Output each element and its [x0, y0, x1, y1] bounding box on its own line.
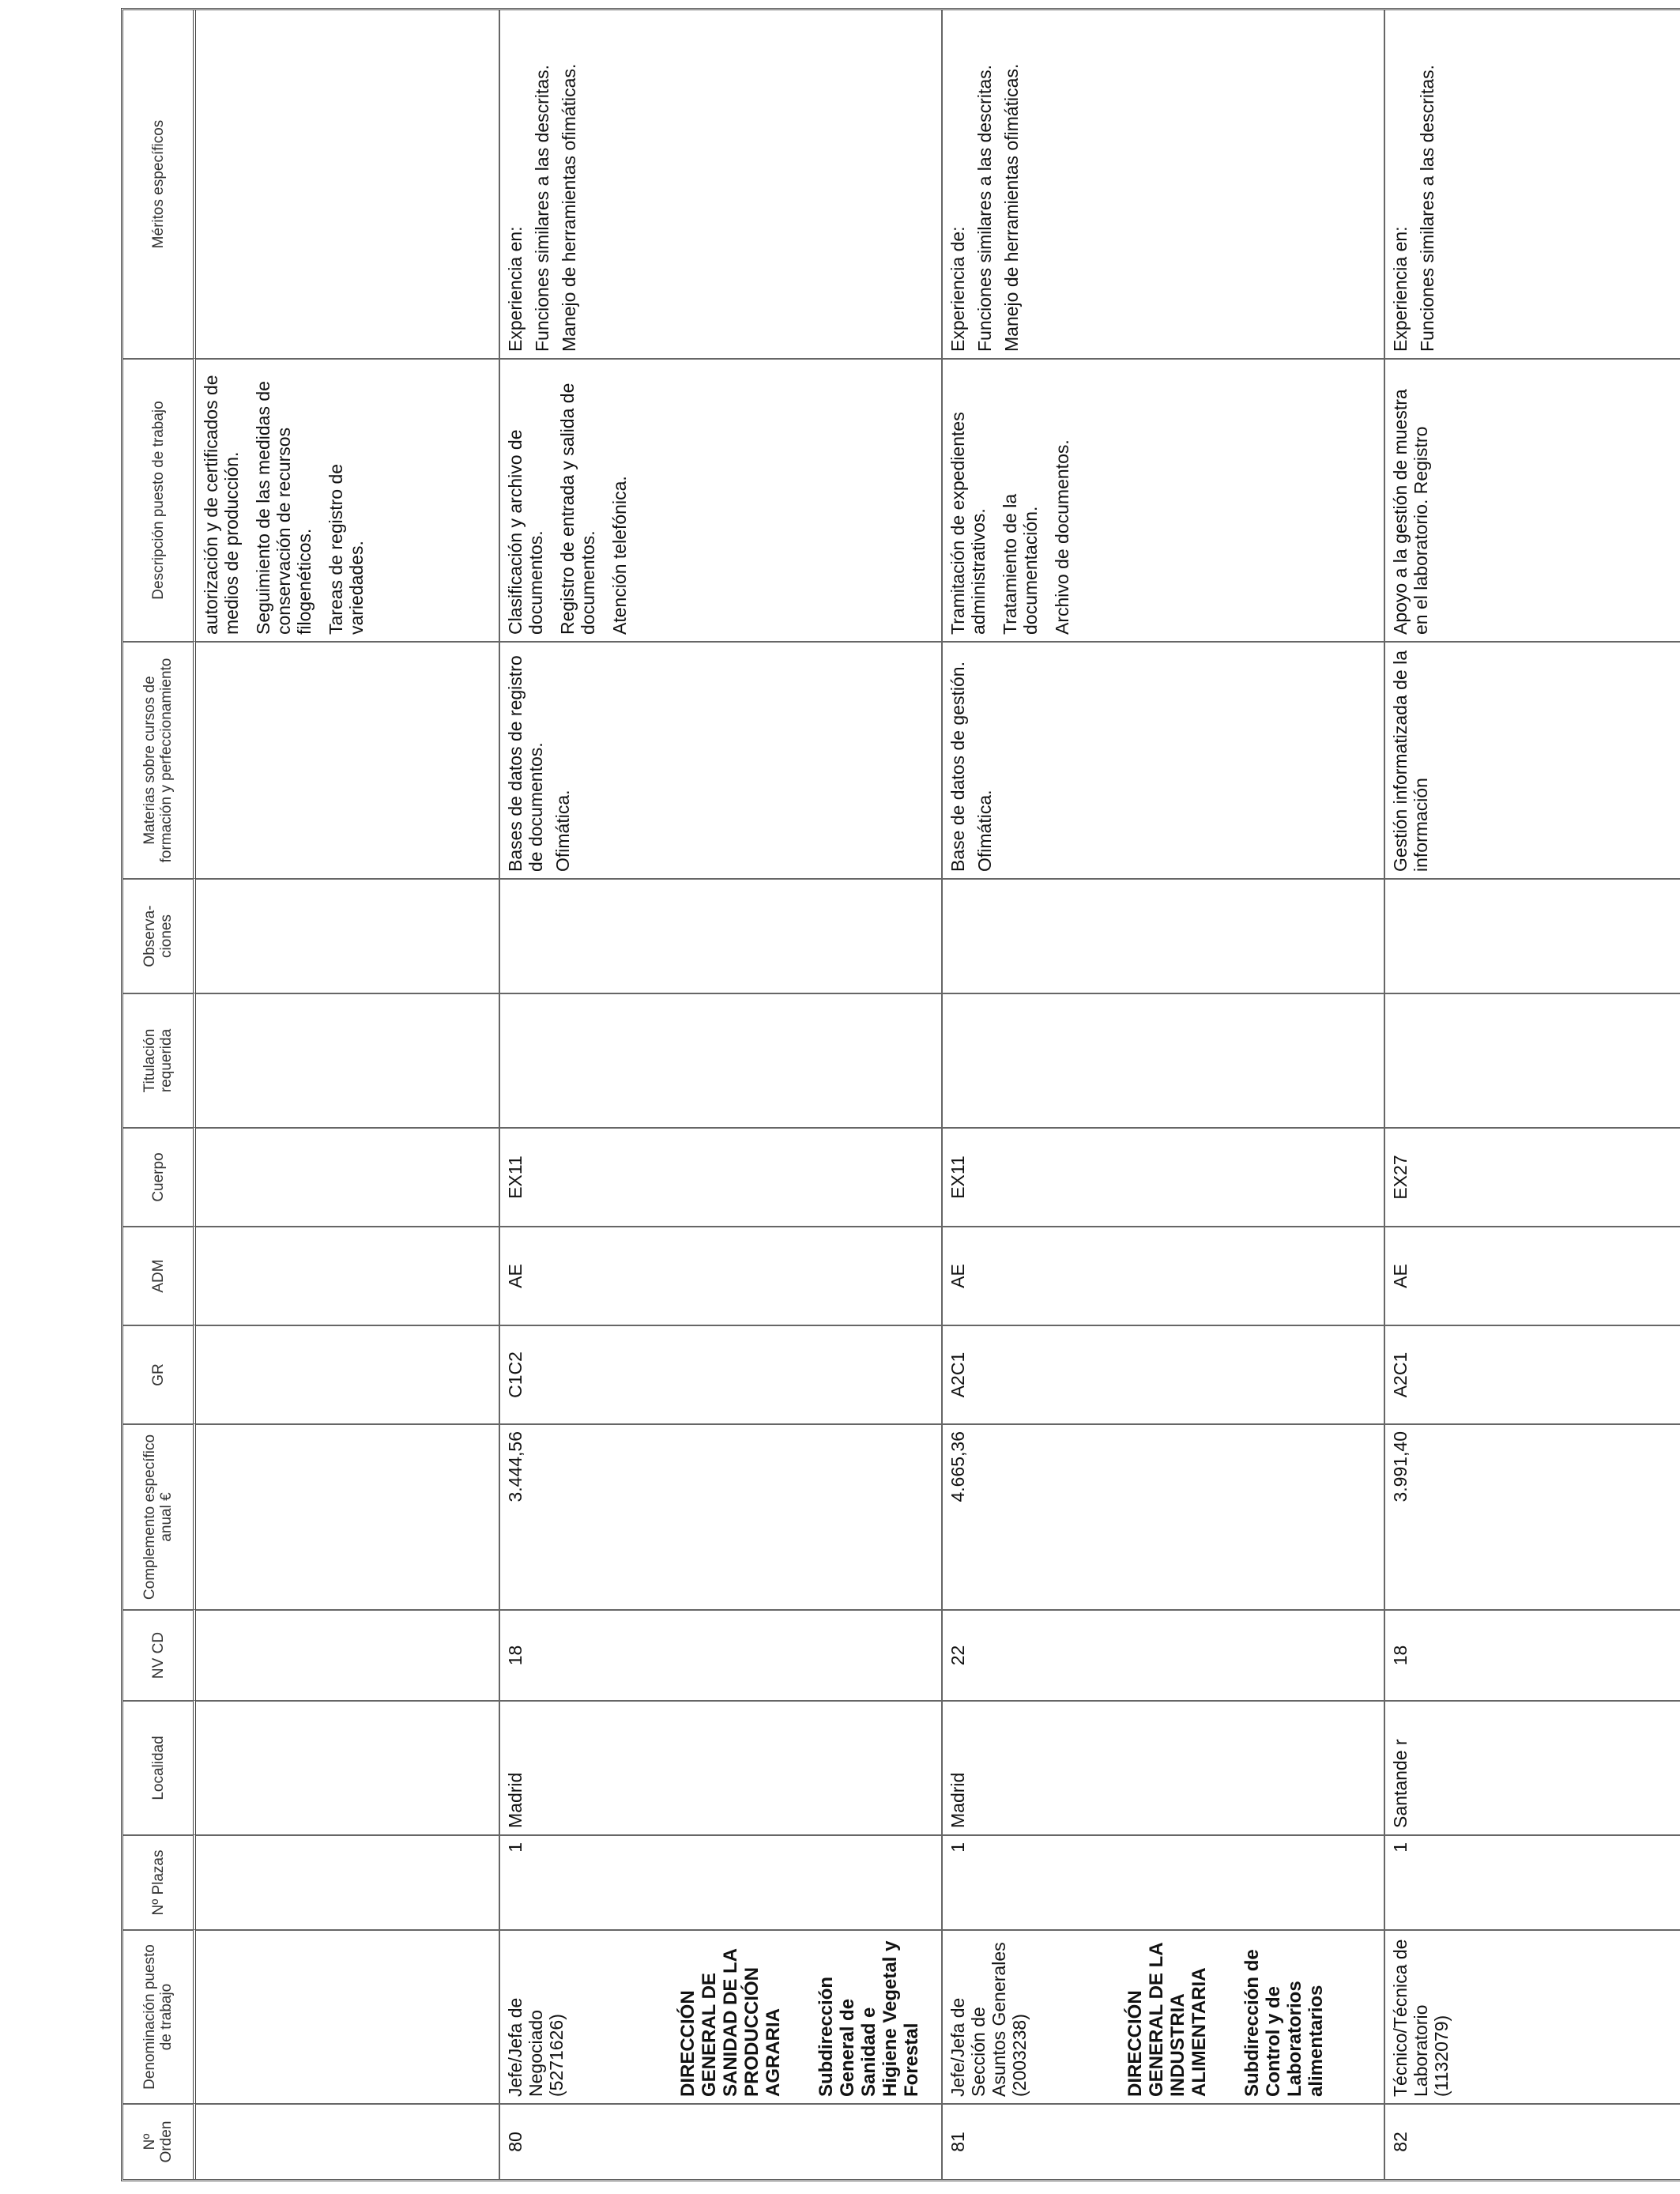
cell-grupo	[500, 1325, 943, 1423]
localidad-value: Madrid	[505, 1772, 525, 1828]
orden-value: 80	[505, 2132, 525, 2152]
header-complemento: Complemento específico anual €	[123, 1423, 196, 1609]
descripcion-line: Registro de entrada y salida de documentos.	[557, 383, 598, 635]
grupo-value: C1C2	[505, 1351, 525, 1398]
cuerpo-value: EX27	[1390, 1155, 1411, 1200]
cell-nivel	[196, 1609, 500, 1700]
header-meritos: Méritos específicos	[123, 10, 196, 358]
cell-plazas	[943, 1834, 1385, 1929]
cell-grupo	[196, 1325, 500, 1423]
descripcion-line: Seguimiento de las medidas de conservación de recursos filogenéticos.	[253, 381, 315, 635]
materias-line: Gestión informatizada de la información	[1390, 650, 1431, 872]
cell-denominacion	[500, 1929, 943, 2103]
meritos-line: Experiencia de:	[947, 226, 968, 352]
materias-line: Bases de datos de registro de documentos.	[505, 655, 546, 872]
section-subdireccion-title: Subdirección General de Sanidad e Higiene Vegetal y Forestal	[816, 1940, 922, 2097]
header-titulacion: Titulación requerida	[123, 993, 196, 1127]
cell-cuerpo	[943, 1127, 1385, 1226]
cell-nivel	[1385, 1609, 1680, 1700]
grupo-value: A2C1	[1390, 1351, 1411, 1398]
meritos-line: Funciones similares a las descritas.	[974, 64, 995, 352]
complemento-value: 3.991,40	[1390, 1431, 1411, 1502]
cell-titulacion	[196, 993, 500, 1127]
descripcion-line: Tramitación de expedientes administrativos.	[947, 412, 989, 635]
adm-value: AE	[1390, 1264, 1411, 1288]
cell-descripcion	[1385, 358, 1680, 641]
localidad-value: Santande r	[1390, 1739, 1411, 1828]
cell-materias	[500, 641, 943, 878]
cell-orden	[943, 2103, 1385, 2179]
plazas-value: 1	[947, 1842, 968, 1853]
plazas-value: 1	[1390, 1842, 1411, 1853]
header-row	[123, 10, 196, 2179]
orden-value: 82	[1390, 2132, 1411, 2152]
descripcion-line: Archivo de documentos.	[1052, 439, 1072, 635]
cell-nivel	[500, 1609, 943, 1700]
header-plazas: Nº Plazas	[123, 1834, 196, 1929]
orden-value: 81	[947, 2132, 968, 2152]
cuerpo-value: EX11	[947, 1155, 968, 1199]
continuation-row	[196, 10, 500, 2179]
cell-descripcion	[196, 358, 500, 641]
cell-adm	[500, 1226, 943, 1325]
header-cuerpo: Cuerpo	[123, 1127, 196, 1226]
materias-line: Base de datos de gestión.	[947, 662, 968, 872]
cell-cuerpo	[1385, 1127, 1680, 1226]
cell-materias	[1385, 641, 1680, 878]
cell-plazas	[1385, 1834, 1680, 1929]
materias-line: Ofimática.	[552, 790, 573, 872]
complemento-value: 3.444,56	[505, 1431, 525, 1502]
cell-localidad	[196, 1700, 500, 1834]
complemento-value: 4.665,36	[947, 1431, 968, 1502]
header-observaciones: Observa- ciones	[123, 878, 196, 993]
cell-complemento	[1385, 1423, 1680, 1609]
cell-orden	[1385, 2103, 1680, 2179]
cell-complemento	[943, 1423, 1385, 1609]
section-direccion-title: DIRECCIÓN GENERAL DE SANIDAD DE LA PRODUCCIÓN AGRARIA	[677, 1948, 784, 2097]
localidad-value: Madrid	[947, 1772, 968, 1828]
cell-denominacion	[943, 1929, 1385, 2103]
cell-complemento	[196, 1423, 500, 1609]
cell-adm	[196, 1226, 500, 1325]
cell-localidad	[1385, 1700, 1680, 1834]
cell-denominacion	[1385, 1929, 1680, 2103]
materias-line: Ofimática.	[974, 790, 995, 872]
meritos-line: Manejo de herramientas ofimáticas.	[1001, 63, 1022, 352]
cell-observaciones	[943, 878, 1385, 993]
cell-meritos	[1385, 10, 1680, 358]
meritos-line: Funciones similares a las descritas.	[1417, 64, 1437, 352]
cell-observaciones	[1385, 878, 1680, 993]
cell-plazas	[500, 1834, 943, 1929]
table-row	[943, 10, 1385, 2179]
header-orden: Nº Orden	[123, 2103, 196, 2179]
cuerpo-value: EX11	[505, 1155, 525, 1199]
descripcion-line: Tareas de registro de variedades.	[326, 463, 367, 635]
cell-grupo	[943, 1325, 1385, 1423]
cell-observaciones	[500, 878, 943, 993]
cell-titulacion	[1385, 993, 1680, 1127]
cell-adm	[1385, 1226, 1680, 1325]
cell-meritos	[500, 10, 943, 358]
table-row	[500, 10, 943, 2179]
cell-descripcion	[500, 358, 943, 641]
descripcion-line: Tratamiento de la documentación.	[1000, 493, 1041, 635]
plazas-value: 1	[505, 1842, 525, 1853]
cell-descripcion	[943, 358, 1385, 641]
descripcion-line: Clasificación y archivo de documentos.	[505, 429, 546, 635]
job-positions-table	[121, 8, 1680, 2181]
meritos-line: Experiencia en:	[1390, 226, 1411, 352]
cell-cuerpo	[500, 1127, 943, 1226]
cell-titulacion	[943, 993, 1385, 1127]
header-adm: ADM	[123, 1226, 196, 1325]
cell-orden	[500, 2103, 943, 2179]
table-row	[1385, 10, 1680, 2179]
cell-denominacion	[196, 1929, 500, 2103]
header-grupo: GR	[123, 1325, 196, 1423]
meritos-line: Manejo de herramientas ofimáticas.	[559, 63, 579, 352]
adm-value: AE	[505, 1264, 525, 1288]
cell-localidad	[943, 1700, 1385, 1834]
cell-materias	[196, 641, 500, 878]
cell-plazas	[196, 1834, 500, 1929]
header-nivel: NV CD	[123, 1609, 196, 1700]
header-materias: Materias sobre cursos de formación y perfeccionamiento	[123, 641, 196, 878]
cell-adm	[943, 1226, 1385, 1325]
nivel-value: 18	[1390, 1645, 1411, 1666]
cell-localidad	[500, 1700, 943, 1834]
cell-materias	[943, 641, 1385, 878]
cell-observaciones	[196, 878, 500, 993]
cell-meritos	[943, 10, 1385, 358]
header-denominacion: Denominación puesto de trabajo	[123, 1929, 196, 2103]
cell-cuerpo	[196, 1127, 500, 1226]
section-direccion-title: DIRECCIÓN GENERAL DE LA INDUSTRIA ALIMENTARIA	[1124, 1943, 1210, 2097]
header-localidad: Localidad	[123, 1700, 196, 1834]
cell-titulacion	[500, 993, 943, 1127]
cell-meritos	[196, 10, 500, 358]
meritos-line: Funciones similares a las descritas.	[532, 64, 552, 352]
denominacion-value: Jefe/Jefa de Sección de Asuntos Generales (2003238)	[947, 1942, 1030, 2097]
adm-value: AE	[947, 1264, 968, 1288]
header-descripcion: Descripción puesto de trabajo	[123, 358, 196, 641]
descripcion-line: Apoyo a la gestión de muestra en el laboratorio. Registro	[1390, 389, 1431, 635]
section-subdireccion-title: Subdirección de Control y de Laboratorios alimentarios	[1241, 1949, 1327, 2097]
nivel-value: 18	[505, 1645, 525, 1666]
denominacion-value: Jefe/Jefa de Negociado (5271626)	[505, 1997, 567, 2097]
descripcion-line: Atención telefónica.	[609, 476, 630, 635]
nivel-value: 22	[947, 1645, 968, 1666]
descripcion-line: autorización y de certificados de medios de producción.	[201, 375, 242, 635]
denominacion-value: Técnico/Técnica de Laboratorio (1132079)	[1390, 1939, 1452, 2097]
meritos-line: Experiencia en:	[505, 226, 525, 352]
grupo-value: A2C1	[947, 1351, 968, 1398]
cell-nivel	[943, 1609, 1385, 1700]
cell-complemento	[500, 1423, 943, 1609]
cell-orden	[196, 2103, 500, 2179]
cell-grupo	[1385, 1325, 1680, 1423]
